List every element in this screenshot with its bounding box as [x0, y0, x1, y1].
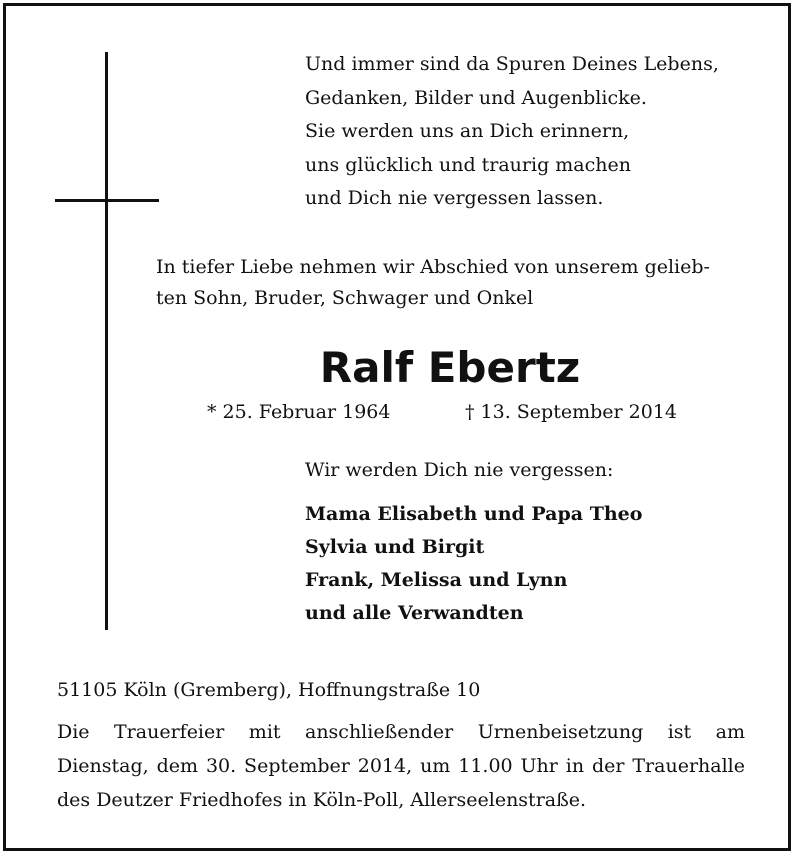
family-line: Sylvia und Birgit [305, 536, 485, 558]
ceremony-notice [57, 715, 745, 817]
cross-icon-horizontal-bar [55, 199, 159, 202]
farewell-intro [156, 252, 748, 314]
deceased-name: Ralf Ebertz [319, 343, 581, 392]
ceremony-line: Die Trauerfeier mit anschließender Urnenbeisetzung ist am [57, 721, 745, 743]
family-line: und alle Verwandten [305, 602, 524, 624]
ceremony-line: des Deutzer Friedhofes in Köln-Poll, Allerseelenstraße. [57, 789, 587, 811]
remember-text: Wir werden Dich nie vergessen: [305, 459, 614, 481]
poem-line: und Dich nie vergessen lassen. [305, 187, 604, 209]
intro-line: ten Sohn, Bruder, Schwager und Onkel [156, 287, 534, 309]
birth-date: * 25. Februar 1964 [207, 401, 391, 423]
poem-line: Und immer sind da Spuren Deines Lebens, [305, 53, 719, 75]
death-date: † 13. September 2014 [465, 401, 677, 423]
memorial-poem [305, 48, 719, 216]
family-line: Frank, Melissa und Lynn [305, 569, 568, 591]
family-line: Mama Elisabeth und Papa Theo [305, 503, 643, 525]
address: 51105 Köln (Gremberg), Hoffnungstraße 10 [57, 679, 481, 701]
poem-line: Sie werden uns an Dich erinnern, [305, 120, 630, 142]
poem-line: Gedanken, Bilder und Augenblicke. [305, 86, 647, 109]
ceremony-line: Dienstag, dem 30. September 2014, um 11.00 Uhr in der Trauerhalle [57, 755, 745, 777]
family-list [305, 498, 642, 630]
poem-line: uns glücklich und traurig machen [305, 153, 631, 176]
intro-line: In tiefer Liebe nehmen wir Abschied von unserem gelieb- [156, 256, 710, 278]
